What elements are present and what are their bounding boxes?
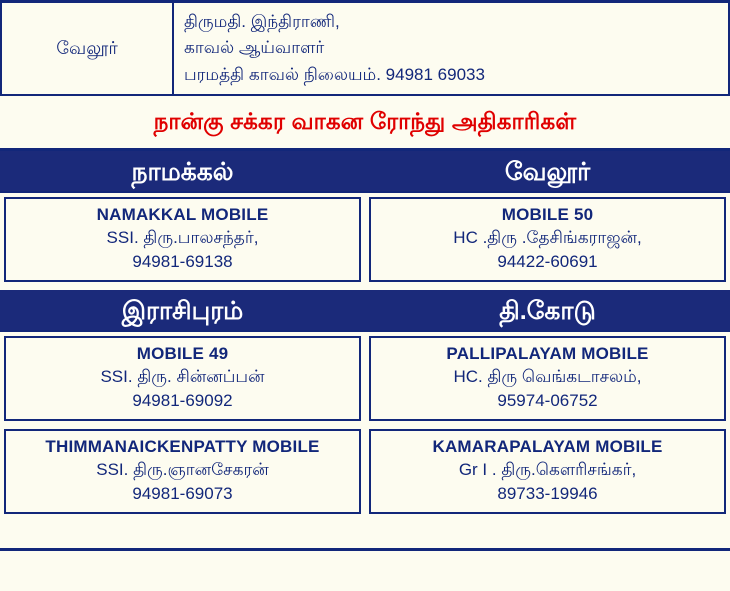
list-item [369, 197, 726, 282]
top-row-detail [173, 2, 729, 96]
group-1-right-column [369, 197, 726, 282]
list-item [4, 197, 361, 282]
card-officer: Gr I . திரு.கௌரிசங்கர், [458, 460, 637, 480]
card-phone: 94981-69138 [132, 252, 233, 272]
page-bottom-border [0, 548, 730, 551]
card-phone: 94422-60691 [497, 252, 598, 272]
group-1-banner-left: நாமக்கல் [131, 158, 234, 187]
card-title: NAMAKKAL MOBILE [96, 205, 269, 225]
top-row-detail-line-1: திருமதி. இந்திராணி, [184, 12, 340, 31]
card-officer: SSI. திரு.பாலசந்தர், [106, 228, 259, 248]
top-row-place: வேலூர் [1, 2, 173, 96]
top-row-detail-line-3: பரமத்தி காவல் நிலையம். 94981 69033 [184, 64, 485, 84]
group-1-banner [0, 151, 730, 193]
card-officer: HC. திரு வெங்கடாசலம், [453, 367, 642, 387]
card-phone: 94981-69092 [132, 391, 233, 411]
card-officer: SSI. திரு. சின்னப்பன் [100, 367, 265, 387]
group-2-banner-left: இராசிபுரம் [121, 297, 244, 326]
group-2-right-column [369, 336, 726, 514]
group-2-banner-right: தி.கோடு [499, 297, 596, 326]
list-item [4, 336, 361, 421]
group-1-cards [0, 193, 730, 282]
group-2-banner [0, 290, 730, 332]
group-1-banner-right: வேலூர் [504, 158, 591, 187]
top-contact-table [0, 0, 730, 96]
spacer [0, 282, 730, 290]
group-1-left-column [4, 197, 361, 282]
table-row [1, 2, 729, 96]
card-title: MOBILE 49 [136, 344, 229, 364]
top-row-detail-line-2: காவல் ஆய்வாளர் [184, 38, 325, 58]
card-officer: HC .திரு .தேசிங்கராஜன், [453, 228, 642, 248]
card-title: THIMMANAICKENPATTY MOBILE [45, 437, 320, 457]
group-2-left-column [4, 336, 361, 514]
section-heading: நான்கு சக்கர வாகன ரோந்து அதிகாரிகள் [0, 96, 730, 151]
card-title: KAMARAPALAYAM MOBILE [432, 437, 663, 457]
list-item [4, 429, 361, 514]
card-title: MOBILE 50 [501, 205, 594, 225]
group-2-cards [0, 332, 730, 514]
card-phone: 95974-06752 [497, 391, 598, 411]
card-phone: 94981-69073 [132, 484, 233, 504]
card-officer: SSI. திரு.ஞானசேகரன் [96, 460, 269, 480]
list-item [369, 336, 726, 421]
list-item [369, 429, 726, 514]
card-phone: 89733-19946 [497, 484, 598, 504]
card-title: PALLIPALAYAM MOBILE [446, 344, 649, 364]
page-bottom-margin [0, 514, 730, 548]
